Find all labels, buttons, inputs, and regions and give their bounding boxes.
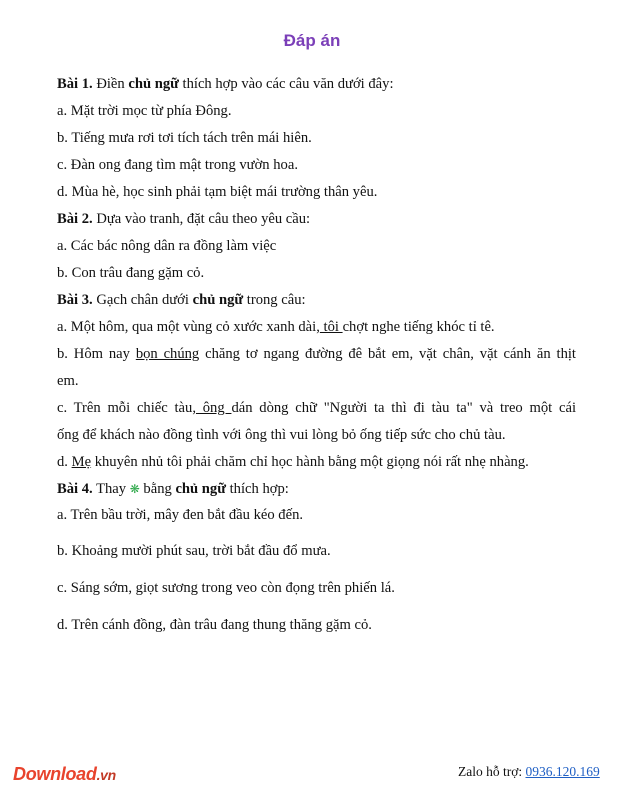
bai4-label: Bài 4.	[57, 481, 93, 497]
bai3-c-subject: ông	[195, 400, 232, 416]
bai1-answer-b: b. Tiếng mưa rơi tơi tích tách trên mái hiên.	[57, 130, 312, 146]
zalo-phone-link[interactable]: 0936.120.169	[525, 764, 600, 779]
bai3-a-pre: a. Một hôm, qua một vùng cỏ xước xanh dài,	[57, 319, 320, 335]
bai4-heading	[57, 480, 289, 498]
bai3-answer-c	[57, 399, 576, 417]
bai1-bold: chủ ngữ	[128, 76, 179, 92]
bai3-label: Bài 3.	[57, 292, 93, 308]
bai1-answer-d: d. Mùa hè, học sinh phải tạm biệt mái trường thân yêu.	[57, 184, 378, 200]
bai3-a-subject: tôi	[319, 319, 343, 335]
bai2-heading	[57, 210, 310, 228]
bai3-c-post: dán dòng chữ "Người ta thì đi tàu ta" và treo một cái	[231, 400, 576, 416]
bai1-pre: Điền	[92, 76, 129, 92]
bai1-answer-a: a. Mặt trời mọc từ phía Đông.	[57, 103, 232, 119]
logo-main: Download	[13, 764, 97, 784]
bai4-answer-d: d. Trên cánh đồng, đàn trâu đang thung thăng gặm cỏ.	[57, 617, 372, 633]
bai4-pre: Thay	[92, 481, 130, 497]
bai4-mid: bằng	[139, 481, 176, 497]
bai4-bold: chủ ngữ	[175, 481, 226, 497]
bai3-answer-c-cont: ống để khách nào đồng tình với ông thì vui lòng bỏ ống tiếp sức cho chủ tàu.	[57, 427, 506, 443]
bai3-d-pre: d.	[57, 454, 72, 470]
bai3-post: trong câu:	[243, 292, 306, 308]
bai3-c-pre: c. Trên mỗi chiếc tàu,	[57, 400, 196, 416]
bai1-post: thích hợp vào các câu văn dưới đây:	[178, 76, 394, 92]
bai1-label: Bài 1.	[57, 76, 93, 92]
bai4-answer-b: b. Khoảng mười phút sau, trời bắt đầu đổ mưa.	[57, 543, 331, 559]
bai4-answer-a: a. Trên bầu trời, mây đen bắt đầu kéo đến.	[57, 507, 304, 523]
bai4-answer-c: c. Sáng sớm, giọt sương trong veo còn đọng trên phiến lá.	[57, 580, 395, 596]
download-logo[interactable]	[13, 764, 116, 784]
logo-suffix: .vn	[96, 767, 116, 783]
bai2-answer-a: a. Các bác nông dân ra đồng làm việc	[57, 238, 277, 254]
star-icon: ❋	[129, 482, 140, 496]
bai3-answer-a	[57, 318, 495, 336]
bai1-answer-c: c. Đàn ong đang tìm mật trong vườn hoa.	[57, 157, 298, 173]
bai2-label: Bài 2.	[57, 211, 93, 227]
bai3-pre: Gạch chân dưới	[92, 292, 193, 308]
bai3-b-post: chăng tơ ngang đường đê bắt em, vặt chân, vặt cánh ăn thịt	[199, 346, 576, 362]
bai1-heading	[57, 75, 394, 93]
bai3-d-post: khuyên nhủ tôi phải chăm chỉ học hành bằng một giọng nói rất nhẹ nhàng.	[91, 454, 529, 470]
bai2-answer-b: b. Con trâu đang gặm cỏ.	[57, 265, 205, 281]
bai3-b-subject: bọn chúng	[135, 346, 200, 362]
bai3-a-post: chợt nghe tiếng khóc tỉ tê.	[342, 319, 495, 335]
zalo-label: Zalo hỗ trợ:	[458, 764, 526, 779]
bai3-heading	[57, 291, 306, 309]
bai2-text: Dựa vào tranh, đặt câu theo yêu cầu:	[92, 211, 311, 227]
bai3-b-pre: b. Hôm nay	[57, 346, 136, 362]
bai4-post: thích hợp:	[225, 481, 289, 497]
zalo-support	[458, 764, 600, 784]
bai3-answer-b-cont: em.	[57, 373, 79, 389]
bai3-d-subject: Mẹ	[71, 454, 92, 470]
bai3-bold: chủ ngữ	[192, 292, 244, 308]
bai3-answer-b	[57, 345, 576, 363]
page-title: Đáp án	[283, 31, 341, 50]
bai3-answer-d	[57, 453, 529, 471]
